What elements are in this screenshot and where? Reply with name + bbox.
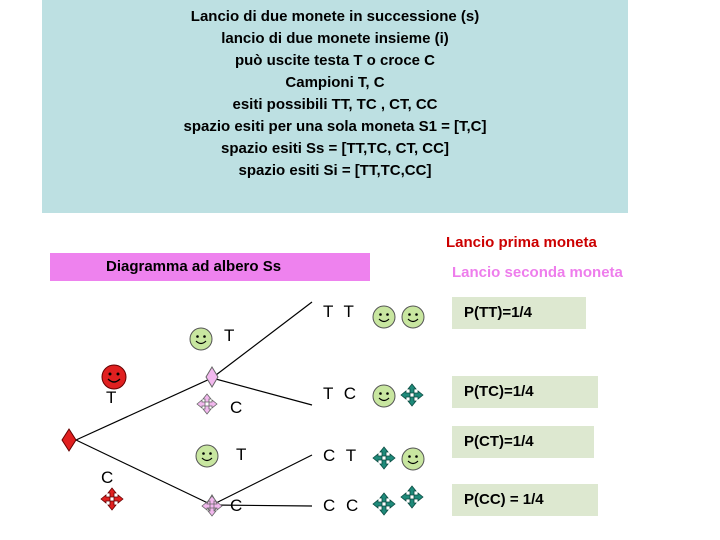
pink-four-way-arrow-icon <box>201 495 223 517</box>
info-line: spazio esiti Si = [TT,TC,CC] <box>238 162 432 179</box>
lower-head-label: T <box>236 445 247 464</box>
probability-ct: P(CT)=1/4 <box>452 426 594 458</box>
info-line: Lancio di due monete in successione (s) <box>190 8 480 25</box>
red-diamond-icon <box>61 428 77 452</box>
four-way-arrow-icon <box>400 485 424 509</box>
smiley-face-icon <box>195 444 219 468</box>
branch-second-tail-upper <box>212 378 312 405</box>
info-line: può uscite testa T o croce C <box>234 52 436 69</box>
red-four-way-arrow-icon <box>100 487 124 511</box>
outcome-tt: T T <box>323 302 357 321</box>
smiley-face-icon <box>189 327 213 351</box>
branch-second-head-lower <box>212 455 312 505</box>
info-line: lancio di due monete insieme (i) <box>221 30 449 47</box>
outcome-cc: C C <box>323 496 362 515</box>
info-line: Campioni T, C <box>285 74 385 91</box>
probability-cc: P(CC) = 1/4 <box>452 484 598 516</box>
outcome-tc: T C <box>323 384 360 403</box>
legend-second-toss: Lancio seconda moneta <box>452 264 623 281</box>
outcome-ct: C T <box>323 446 360 465</box>
branch-first-head <box>76 378 212 440</box>
branch-first-tail <box>76 440 212 505</box>
first-level-head-label: T <box>106 388 117 407</box>
upper-head-label: T <box>224 326 235 345</box>
info-line: esiti possibili TT, TC , CT, CC <box>232 96 438 113</box>
pink-four-way-arrow-icon <box>196 393 218 415</box>
smiley-face-icon <box>372 384 396 408</box>
info-line: spazio esiti Ss = [TT,TC, CT, CC] <box>221 140 449 157</box>
smiley-face-icon <box>401 305 425 329</box>
branch-second-tail-lower <box>212 505 312 506</box>
four-way-arrow-icon <box>372 446 396 470</box>
pink-diamond-icon <box>205 366 219 388</box>
red-smiley-face-icon <box>101 364 127 390</box>
lower-tail-label: C <box>230 496 243 515</box>
first-level-tail-label: C <box>101 468 114 487</box>
info-line: spazio esiti per una sola moneta S1 = [T,C] <box>183 118 487 135</box>
four-way-arrow-icon <box>400 383 424 407</box>
probability-tt: P(TT)=1/4 <box>452 297 586 329</box>
smiley-face-icon <box>401 447 425 471</box>
probability-tc: P(TC)=1/4 <box>452 376 598 408</box>
upper-tail-label: C <box>230 398 243 417</box>
four-way-arrow-icon <box>372 492 396 516</box>
diagram-title: Diagramma ad albero Ss <box>50 253 370 281</box>
smiley-face-icon <box>372 305 396 329</box>
legend-first-toss: Lancio prima moneta <box>446 234 597 251</box>
